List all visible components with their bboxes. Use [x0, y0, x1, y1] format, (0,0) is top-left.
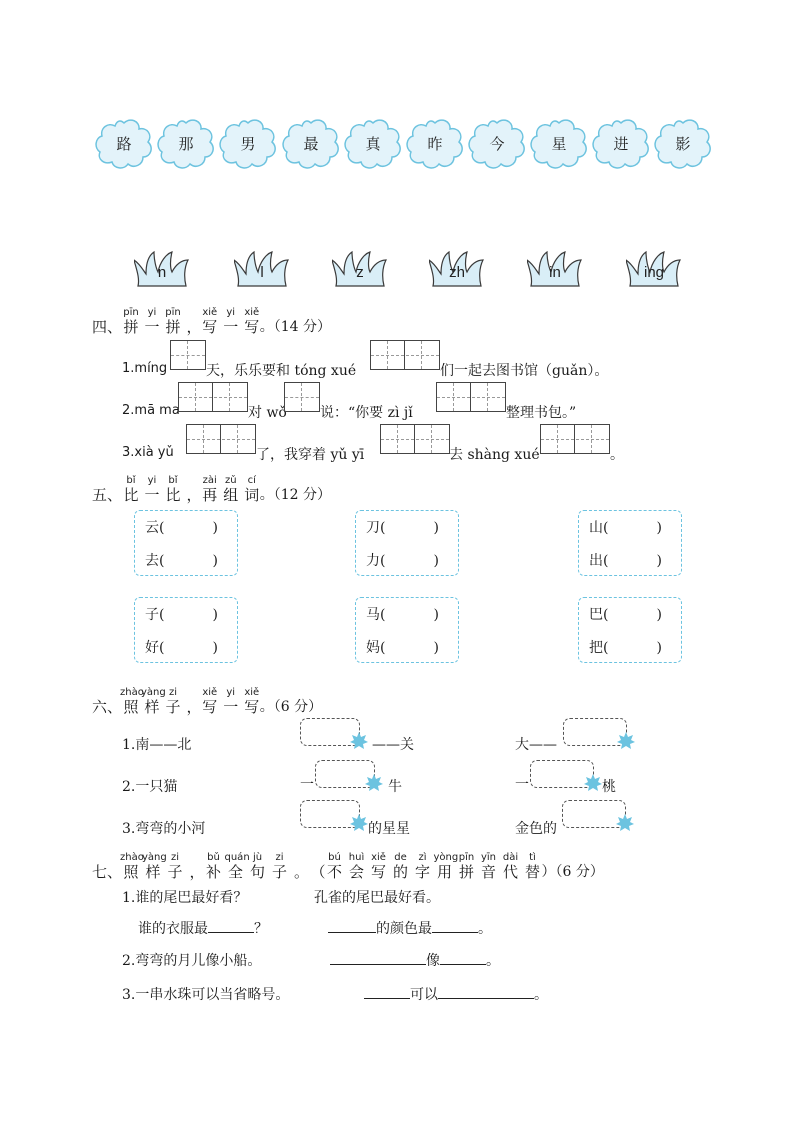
flower-char-text: 进 — [613, 135, 629, 153]
grass-text: ing — [643, 264, 665, 281]
flower-char — [405, 118, 465, 170]
heading-char — [162, 687, 184, 717]
flower-char — [94, 118, 154, 170]
heading-char — [141, 307, 163, 337]
heading-char — [269, 852, 291, 882]
pinyin: bǔ — [207, 852, 220, 863]
pinyin: de — [394, 852, 407, 863]
grass-text: zh — [449, 264, 465, 281]
heading-char — [224, 852, 250, 882]
s4-line-1 — [122, 360, 167, 376]
answer-box[interactable] — [562, 800, 626, 828]
heading-char — [220, 475, 242, 505]
close-paren: ) — [656, 520, 662, 536]
s6-r3a: 3.弯弯的小河 — [122, 821, 206, 837]
s6-r3b: 的星星 — [368, 821, 410, 837]
s4-line-3 — [122, 444, 174, 460]
leaf-icon — [364, 773, 384, 793]
word-char: 巴( — [589, 607, 609, 623]
grass-pinyin — [429, 250, 485, 290]
grass-pinyin — [234, 250, 290, 290]
section-number: 四、 — [92, 318, 123, 336]
grass-text: z — [356, 264, 364, 281]
word-char: 山( — [589, 520, 609, 536]
hanzi: 照 — [123, 698, 139, 716]
s4-line-2d — [506, 402, 576, 422]
hanzi: 词 — [244, 486, 260, 504]
hanzi: 一 — [144, 318, 160, 336]
section-tail: 。（6 分） — [259, 699, 323, 715]
word-char: 好( — [145, 640, 165, 656]
word-entry[interactable] — [589, 517, 662, 537]
word-char: 子( — [145, 607, 165, 623]
flower-char — [591, 118, 651, 170]
hanzi: 一 — [144, 486, 160, 504]
word-char: 云( — [145, 520, 165, 536]
answer-blank[interactable] — [438, 984, 534, 999]
s7-q2a: 2.弯弯的月儿像小船。 — [122, 953, 262, 969]
pinyin: dài — [502, 852, 519, 863]
close-paren: ) — [212, 640, 218, 656]
grass-pinyin — [134, 250, 190, 290]
close-paren: ) — [212, 607, 218, 623]
flower-char-text: 真 — [365, 135, 381, 153]
word-box — [134, 510, 238, 576]
hanzi: 写 — [244, 698, 260, 716]
writing-grid[interactable] — [370, 340, 440, 370]
hanzi: 拼 — [458, 863, 474, 881]
pinyin: bú — [328, 852, 341, 863]
hanzi: 音 — [480, 863, 496, 881]
s4-l3-b: 了，我穿着 yǔ yī — [256, 447, 365, 463]
word-box — [578, 510, 682, 576]
flower-char-text: 男 — [240, 135, 256, 153]
hanzi: 句 — [249, 863, 265, 881]
heading-char — [141, 687, 166, 717]
s7-q3c: 。 — [534, 987, 548, 1003]
hanzi: 组 — [223, 486, 239, 504]
flower-char-text: 那 — [178, 135, 194, 153]
s4-l1-c: 们一起去图书馆（guǎn）。 — [440, 363, 609, 379]
heading-char — [220, 687, 242, 717]
hanzi: 一 — [223, 698, 239, 716]
s6-r3c: 金色的 — [515, 821, 557, 837]
s4-line-1b — [206, 360, 356, 380]
writing-grid[interactable] — [380, 424, 450, 454]
word-box — [355, 597, 459, 663]
answer-blank[interactable] — [330, 950, 426, 965]
flower-char-text: 影 — [675, 135, 691, 153]
pinyin: zì — [418, 852, 427, 863]
pinyin: zhào — [120, 687, 144, 698]
pinyin: zi — [168, 687, 178, 698]
s7-q3a: 3.一串水珠可以当省略号。 — [122, 987, 290, 1003]
pinyin: yòng — [433, 852, 459, 863]
hanzi: 子 — [271, 863, 287, 881]
heading-char — [247, 852, 269, 882]
s4-l1-a: 1.míng — [122, 361, 168, 376]
close-paren: ) — [433, 607, 439, 623]
close-paren: ) — [433, 520, 439, 536]
answer-blank[interactable] — [440, 950, 486, 965]
section-tail: ）（6 分） — [541, 864, 604, 880]
s6-r2b: 一 — [300, 777, 314, 793]
s4-l1-b: 天，乐乐要和 tóng xué — [206, 363, 357, 379]
hanzi: 比 — [165, 486, 181, 504]
word-char: 妈( — [366, 640, 386, 656]
heading-char — [199, 687, 221, 717]
heading-char — [120, 852, 142, 882]
hanzi: 全 — [227, 863, 243, 881]
hanzi: 不 — [326, 863, 342, 881]
s6-r1c: 大—— — [515, 737, 557, 753]
answer-box[interactable] — [563, 718, 627, 746]
section-number: 五、 — [92, 486, 123, 504]
heading-char — [164, 852, 186, 882]
s4-l3-a: 3.xià yǔ — [122, 445, 174, 460]
hanzi: ， — [189, 863, 205, 881]
pinyin: xiě — [244, 307, 260, 318]
section-4-heading — [92, 303, 492, 337]
s4-line-2b — [248, 402, 287, 422]
answer-box[interactable] — [530, 760, 594, 788]
section-tail: 。（14 分） — [259, 319, 332, 335]
s7-q3b: 可以 — [410, 987, 438, 1003]
hanzi: 写 — [370, 863, 386, 881]
pinyin: zi — [275, 852, 284, 863]
s6-r2a: 2.一只猫 — [122, 779, 178, 795]
section-tail: 。（12 分） — [259, 487, 332, 503]
s7-q1-answer — [138, 918, 268, 938]
word-char: 把( — [589, 640, 609, 656]
s7-q2c: 。 — [486, 953, 500, 969]
word-entry[interactable] — [366, 604, 439, 624]
hanzi: 补 — [205, 863, 221, 881]
grass-text: n — [157, 264, 167, 281]
s4-l2-b: 对 wǒ — [248, 405, 287, 421]
grass-pinyin — [332, 250, 388, 290]
hanzi: ， — [186, 318, 202, 336]
flower-char-text: 昨 — [427, 135, 443, 153]
flower-char — [529, 118, 589, 170]
pinyin: pīn — [123, 307, 139, 318]
heading-char — [522, 852, 544, 882]
hanzi: 写 — [244, 318, 260, 336]
heading-char — [120, 687, 142, 717]
pinyin: xiě — [202, 307, 218, 318]
leaf-icon — [349, 731, 369, 751]
s4-line-1c — [440, 360, 608, 380]
heading-char — [456, 852, 478, 882]
pinyin: xiě — [202, 687, 218, 698]
hanzi: 用 — [436, 863, 452, 881]
s7-q3-answer — [364, 984, 548, 1004]
word-char: 刀( — [366, 520, 386, 536]
flower-char — [156, 118, 216, 170]
pinyin: jù — [252, 852, 263, 863]
word-char: 去( — [145, 553, 165, 569]
pinyin: zi — [170, 852, 180, 863]
pinyin: huì — [348, 852, 365, 863]
word-entry[interactable] — [366, 550, 439, 570]
hanzi: ， — [186, 486, 202, 504]
hanzi: 样 — [144, 698, 160, 716]
heading-char — [220, 307, 242, 337]
hanzi: 一 — [223, 318, 239, 336]
grass-pinyin — [626, 250, 682, 290]
heading-char — [120, 475, 142, 505]
writing-grid[interactable] — [284, 382, 320, 412]
word-entry[interactable] — [145, 604, 218, 624]
s4-line-3c — [449, 444, 540, 464]
hanzi: ， — [186, 698, 202, 716]
leaf-icon — [615, 813, 635, 833]
section-7-heading — [92, 848, 712, 882]
pinyin: yàng — [142, 852, 167, 863]
s4-l3-c: 去 shàng xué — [449, 447, 540, 463]
flower-char-text: 最 — [303, 135, 319, 153]
word-entry[interactable] — [589, 604, 662, 624]
pinyin: tì — [529, 852, 536, 863]
s7-q2b: 像 — [426, 953, 440, 969]
flower-char-text: 今 — [489, 135, 505, 153]
s7-q2-answer — [330, 950, 500, 970]
close-paren: ) — [656, 640, 662, 656]
s6-r2c: 牛 — [388, 779, 402, 795]
flower-char — [343, 118, 403, 170]
word-char: 出( — [589, 553, 609, 569]
flower-char — [281, 118, 341, 170]
section-number: 七、 — [92, 863, 123, 881]
word-entry[interactable] — [366, 517, 439, 537]
pinyin: yīn — [480, 852, 497, 863]
pinyin: yi — [147, 307, 157, 318]
close-paren: ) — [212, 553, 218, 569]
writing-grid[interactable] — [178, 382, 248, 412]
pinyin: bǐ — [126, 475, 136, 486]
word-entry[interactable] — [145, 550, 218, 570]
hanzi: 拼 — [165, 318, 181, 336]
answer-blank[interactable] — [328, 918, 376, 933]
flower-char — [467, 118, 527, 170]
writing-grid[interactable] — [170, 340, 206, 370]
s4-l3-d: 。 — [610, 447, 624, 463]
pinyin: pīn — [458, 852, 475, 863]
s4-line-3b — [256, 444, 364, 464]
heading-char — [199, 307, 221, 337]
hanzi: （ — [310, 863, 326, 881]
pinyin: zǔ — [224, 475, 237, 486]
s4-line-2c — [320, 402, 413, 422]
heading-char — [162, 475, 184, 505]
s6-r1a: 1.南——北 — [122, 737, 192, 753]
hanzi: 写 — [202, 698, 218, 716]
close-paren: ) — [656, 553, 662, 569]
heading-char — [390, 852, 412, 882]
s7-q1a: 1.谁的尾巴最好看？ — [122, 890, 248, 906]
hanzi: 写 — [202, 318, 218, 336]
heading-char — [412, 852, 434, 882]
leaf-icon — [616, 731, 636, 751]
s7-q1e: 的颜色最 — [376, 921, 432, 937]
hanzi: 替 — [524, 863, 540, 881]
writing-grid[interactable] — [436, 382, 506, 412]
grass-text: in — [549, 264, 561, 281]
s4-line-2 — [122, 402, 180, 418]
heading-char — [203, 852, 225, 882]
heading-char — [478, 852, 500, 882]
word-entry[interactable] — [589, 637, 662, 657]
hanzi: 代 — [502, 863, 518, 881]
s7-q1d: ？ — [254, 921, 268, 937]
pinyin: yi — [147, 475, 157, 486]
hanzi: 再 — [202, 486, 218, 504]
s7-q1-answer-b — [328, 918, 492, 938]
leaf-icon — [349, 813, 369, 833]
hanzi: 子 — [167, 863, 183, 881]
pinyin: yàng — [141, 687, 166, 698]
hanzi: 子 — [165, 698, 181, 716]
s7-q1c: 谁的衣服最 — [138, 921, 208, 937]
pinyin: pīn — [165, 307, 181, 318]
s6-r2e: 桃 — [602, 779, 616, 795]
s6-r1b: ——关 — [372, 737, 414, 753]
leaf-icon — [583, 773, 603, 793]
word-box — [134, 597, 238, 663]
heading-char — [346, 852, 368, 882]
hanzi: 照 — [123, 863, 139, 881]
answer-box[interactable] — [300, 718, 360, 746]
answer-box[interactable] — [300, 800, 360, 828]
heading-char — [500, 852, 522, 882]
s6-r2d: 一 — [515, 777, 529, 793]
s7-q1f: 。 — [478, 921, 492, 937]
pinyin: yi — [226, 307, 236, 318]
heading-char — [324, 852, 346, 882]
word-entry[interactable] — [145, 517, 218, 537]
flower-char-text: 路 — [116, 135, 132, 153]
word-box — [578, 597, 682, 663]
writing-grid[interactable] — [540, 424, 610, 454]
answer-box[interactable] — [315, 760, 375, 788]
word-entry[interactable] — [145, 637, 218, 657]
heading-char — [433, 852, 459, 882]
heading-char — [199, 475, 221, 505]
pinyin: zài — [202, 475, 217, 486]
answer-blank[interactable] — [364, 984, 410, 999]
grass-text: l — [260, 264, 264, 281]
section-number: 六、 — [92, 698, 123, 716]
s4-l2-c: 说：“你要 zì jǐ — [320, 405, 413, 421]
word-box — [355, 510, 459, 576]
word-char: 力( — [366, 553, 386, 569]
close-paren: ) — [212, 520, 218, 536]
heading-char — [162, 307, 184, 337]
flower-char — [218, 118, 278, 170]
section-5-heading — [92, 471, 492, 505]
pinyin: yi — [226, 687, 236, 698]
s4-l2-a: 2.mā ma — [122, 403, 180, 418]
close-paren: ) — [433, 553, 439, 569]
hanzi: 会 — [348, 863, 364, 881]
s4-l2-d: 整理书包。” — [506, 405, 577, 421]
flower-char — [653, 118, 713, 170]
close-paren: ) — [433, 640, 439, 656]
hanzi: 字 — [414, 863, 430, 881]
word-char: 马( — [366, 607, 386, 623]
section-6-heading — [92, 683, 492, 717]
word-entry[interactable] — [589, 550, 662, 570]
hanzi: 拼 — [123, 318, 139, 336]
pinyin: zhào — [120, 852, 144, 863]
hanzi: 比 — [123, 486, 139, 504]
writing-grid[interactable] — [186, 424, 256, 454]
answer-blank[interactable] — [208, 918, 254, 933]
s7-q1b: 孔雀的尾巴最好看。 — [314, 890, 440, 906]
heading-char — [141, 475, 163, 505]
hanzi: 的 — [392, 863, 408, 881]
close-paren: ) — [656, 607, 662, 623]
pinyin: bǐ — [168, 475, 178, 486]
pinyin: xiě — [371, 852, 386, 863]
hanzi: 样 — [145, 863, 161, 881]
pinyin: xiě — [244, 687, 260, 698]
heading-char — [368, 852, 390, 882]
answer-blank[interactable] — [432, 918, 478, 933]
heading-char — [142, 852, 167, 882]
grass-pinyin — [527, 250, 583, 290]
pinyin: quán — [224, 852, 250, 863]
heading-char — [120, 307, 142, 337]
s4-line-3d — [610, 444, 624, 464]
hanzi: 。 — [293, 863, 309, 881]
flower-char-text: 星 — [551, 135, 567, 153]
pinyin: cí — [247, 475, 256, 486]
word-entry[interactable] — [366, 637, 439, 657]
